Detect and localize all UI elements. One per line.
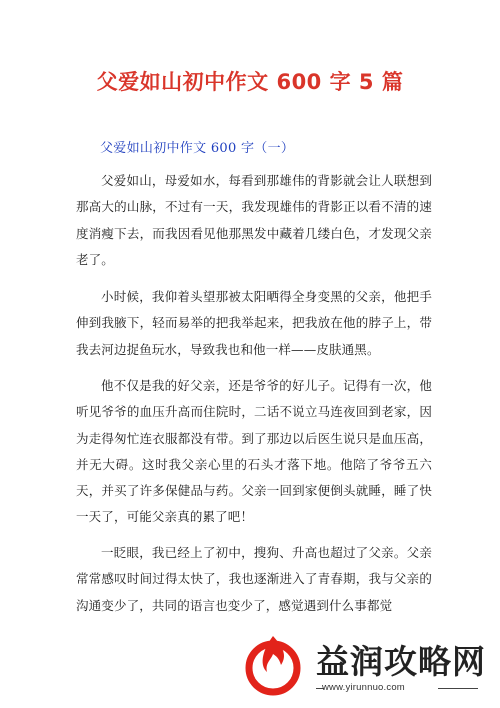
site-watermark bbox=[236, 620, 486, 708]
paragraph-3: 他不仅是我的好父亲，还是爷爷的好儿子。记得有一次，他听见爷爷的血压升高而住院时，二话不说立马连夜回到老家，因为走得匆忙连衣服都没有带。到了那边以后医生说只是血压高，并无大碍。这时我父亲心里的石头才落下地。他陪了爷爷五六天，并买了许多保健品与药。父亲一回到家便倒头就睡，睡了快一天了，可能父亲真的累了吧！ bbox=[76, 378, 432, 525]
paragraph-4: 一眨眼，我已经上了初中，搜狗、升高也超过了父亲。父亲常常感叹时间过得太快了，我也逐渐进入了青春期，我与父亲的沟通变少了，共同的语言也变少了，感觉遇到什么事都觉 bbox=[76, 545, 432, 613]
watermark-site-name: 益润攻略网 bbox=[316, 642, 486, 681]
watermark-url: www.yirunnuo.com bbox=[322, 682, 405, 693]
flame-logo-icon bbox=[240, 632, 306, 698]
paragraph-1: 父爱如山，母爱如水，每看到那雄伟的背影就会让人联想到那高大的山脉，不过有一天，我发现雄伟的背影正以看不清的速度消瘦下去，而我因看见他那黑发中藏着几缕白色，才发现父亲老了。 bbox=[76, 173, 432, 267]
section-title: 父爱如山初中作文 600 字（一） bbox=[100, 141, 295, 156]
document-title: 父爱如山初中作文 600 字 5 篇 bbox=[96, 70, 404, 94]
watermark-divider-right bbox=[438, 688, 478, 689]
paragraph-2: 小时候，我仰着头望那被太阳晒得全身变黑的父亲，他把手伸到我腋下，轻而易举的把我举起来，把我放在他的脖子上，带我去河边捉鱼玩水，导致我也和他一样——皮肤通黑。 bbox=[76, 289, 432, 357]
